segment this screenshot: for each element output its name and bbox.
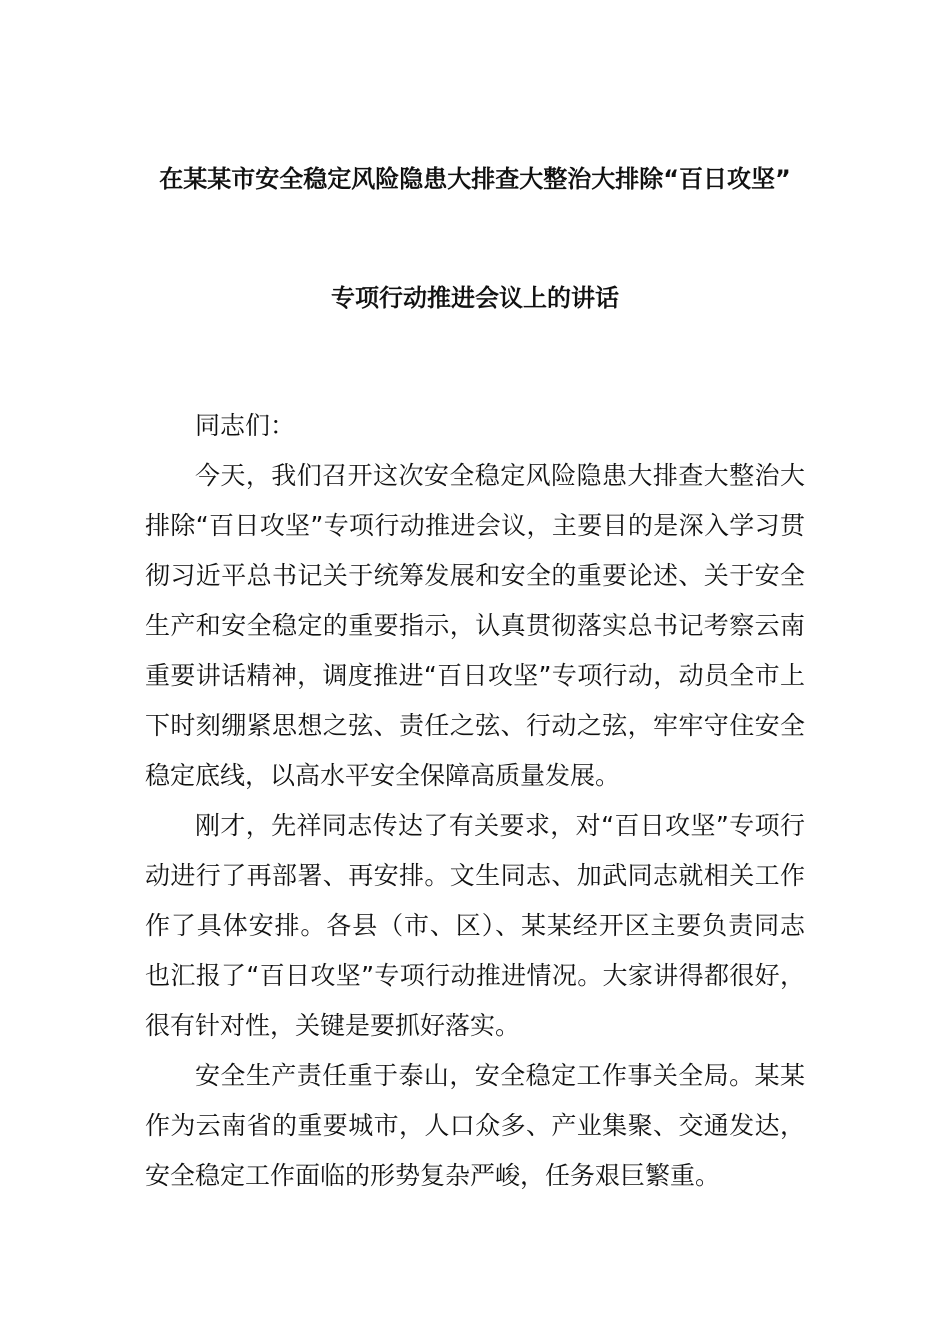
document-title-line-1: 在某某市安全稳定风险隐患大排查大整治大排除“百日攻坚” bbox=[159, 165, 791, 193]
document-body bbox=[145, 401, 805, 1201]
paragraph-1: 今天，我们召开这次安全稳定风险隐患大排查大整治大排除“百日攻坚”专项行动推进会议，主要目的是深入学习贯彻习近平总书记关于统筹发展和安全的重要论述、关于安全生产和安全稳定的重要指示，认真贯彻落实总书记考察云南重要讲话精神，调度推进“百日攻坚”专项行动，动员全市上下时刻绷紧思想之弦、责任之弦、行动之弦，牢牢守住安全稳定底线，以高水平安全保障高质量发展。 bbox=[145, 461, 805, 790]
document-title-line-2: 专项行动推进会议上的讲话 bbox=[331, 284, 619, 312]
salutation: 同志们： bbox=[195, 411, 296, 440]
paragraph-3: 安全生产责任重于泰山，安全稳定工作事关全局。某某作为云南省的重要城市，人口众多、产业集聚、交通发达，安全稳定工作面临的形势复杂严峻，任务艰巨繁重。 bbox=[145, 1061, 805, 1190]
paragraph-2: 刚才，先祥同志传达了有关要求，对“百日攻坚”专项行动进行了再部署、再安排。文生同志、加武同志就相关工作作了具体安排。各县（市、区）、某某经开区主要负责同志也汇报了“百日攻坚”专项行动推进情况。大家讲得都很好，很有针对性，关键是要抓好落实。 bbox=[145, 811, 805, 1040]
